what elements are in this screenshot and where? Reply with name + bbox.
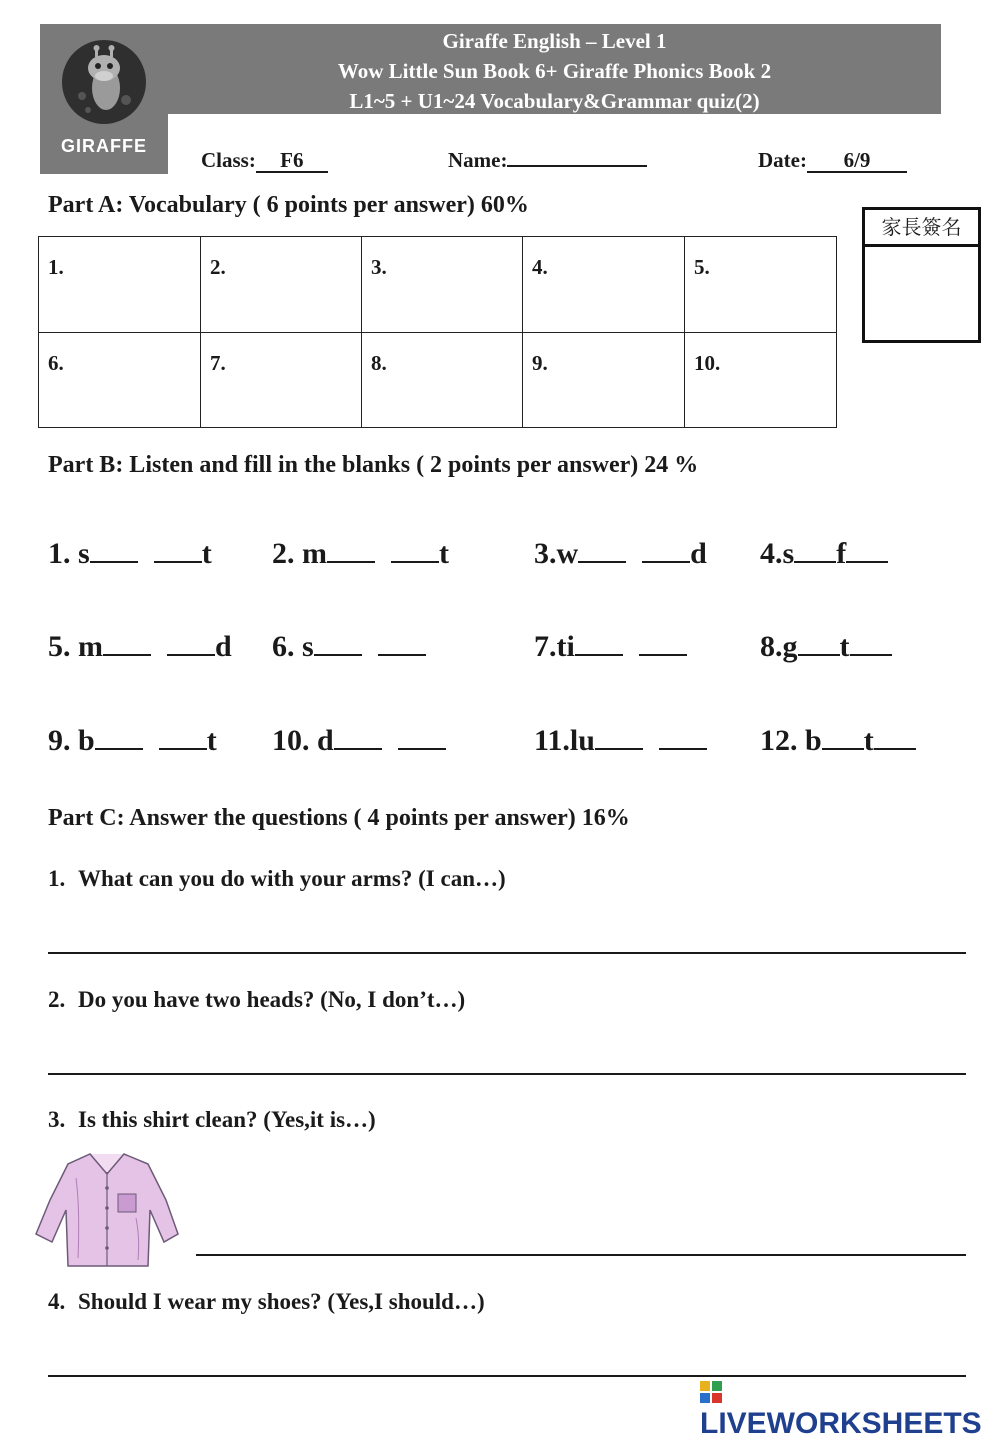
- blank-item-7[interactable]: [534, 628, 687, 664]
- item-prefix: s: [782, 537, 795, 570]
- item-middle: t: [839, 630, 850, 663]
- item-suffix: t: [206, 724, 217, 757]
- header-title-line-3: L1~5 + U1~24 Vocabulary&Grammar quiz(2): [349, 89, 760, 113]
- item-middle: t: [863, 724, 874, 757]
- item-middle: f: [836, 537, 847, 570]
- class-label: Class:: [201, 148, 256, 172]
- blank-item-10[interactable]: [272, 722, 446, 758]
- item-number: 7.: [534, 630, 557, 663]
- item-prefix: b: [805, 724, 822, 757]
- item-prefix: lu: [569, 724, 595, 757]
- item-number: 9.: [48, 724, 71, 757]
- item-number: 5.: [48, 630, 71, 663]
- question-number: 3.: [48, 1107, 66, 1132]
- answer-line-2[interactable]: [48, 1073, 966, 1075]
- item-number: 3.: [534, 537, 557, 570]
- blank-item-6[interactable]: [272, 628, 426, 664]
- name-value[interactable]: [507, 165, 647, 167]
- vocab-cell[interactable]: 9.: [523, 332, 685, 428]
- item-number: 11.: [534, 724, 570, 757]
- name-field: [448, 148, 647, 173]
- question-number: 4.: [48, 1289, 66, 1314]
- giraffe-logo: [40, 24, 168, 174]
- parent-signature-box[interactable]: [862, 207, 981, 343]
- question-text: Is this shirt clean? (Yes,it is…): [78, 1107, 376, 1132]
- part-c-title: Part C: Answer the questions ( 4 points per answer) 16%: [48, 805, 630, 831]
- date-label: Date:: [758, 148, 807, 172]
- blank-item-5[interactable]: [48, 628, 232, 664]
- answer-line-3[interactable]: [196, 1254, 966, 1256]
- item-prefix: s: [302, 630, 314, 663]
- parent-signature-label: 家長簽名: [865, 210, 978, 247]
- vocab-cell[interactable]: 1.: [39, 237, 201, 333]
- blank-item-1[interactable]: [48, 535, 212, 571]
- item-prefix: g: [782, 630, 798, 663]
- blank-item-8[interactable]: [760, 628, 892, 664]
- item-prefix: w: [556, 537, 579, 570]
- date-value[interactable]: 6/9: [807, 149, 907, 173]
- question-text: Do you have two heads? (No, I don’t…): [78, 987, 466, 1012]
- date-field: [758, 148, 907, 173]
- item-prefix: b: [78, 724, 95, 757]
- vocab-cell[interactable]: 8.: [362, 332, 523, 428]
- vocab-cell[interactable]: 6.: [39, 332, 201, 428]
- giraffe-head-icon: [62, 40, 146, 124]
- item-number: 6.: [272, 630, 295, 663]
- blank-item-12[interactable]: [760, 722, 916, 758]
- logo-wordmark: GIRAFFE: [61, 136, 147, 156]
- item-prefix: m: [302, 537, 327, 570]
- question-number: 1.: [48, 866, 66, 891]
- shirt-icon: [28, 1148, 186, 1272]
- item-prefix: d: [317, 724, 334, 757]
- name-label: Name:: [448, 148, 508, 172]
- header-title-line-1: Giraffe English – Level 1: [442, 29, 667, 53]
- shirt-illustration: [28, 1148, 186, 1272]
- item-suffix: t: [201, 537, 212, 570]
- giraffe-logo-emblem: [62, 40, 146, 124]
- question-4: [48, 1289, 485, 1315]
- item-number: 2.: [272, 537, 295, 570]
- item-number: 1.: [48, 537, 71, 570]
- item-suffix: t: [439, 537, 449, 570]
- item-number: 10.: [272, 724, 310, 757]
- blank-item-2[interactable]: [272, 535, 449, 571]
- liveworksheets-logo-icon: [700, 1381, 722, 1403]
- question-1: [48, 866, 506, 892]
- liveworksheets-watermark: [700, 1376, 1000, 1440]
- question-text: Should I wear my shoes? (Yes,I should…): [78, 1289, 485, 1314]
- item-number: 4.: [760, 537, 783, 570]
- vocab-cell[interactable]: 7.: [201, 332, 362, 428]
- watermark-text: LIVEWORKSHEETS: [700, 1407, 982, 1440]
- class-value[interactable]: F6: [256, 149, 328, 173]
- vocabulary-answer-table: [38, 236, 837, 428]
- item-suffix: d: [690, 537, 707, 570]
- question-text: What can you do with your arms? (I can…): [78, 866, 506, 891]
- vocab-cell[interactable]: 3.: [362, 237, 523, 333]
- question-2: [48, 987, 465, 1013]
- item-prefix: s: [78, 537, 90, 570]
- vocab-cell[interactable]: 2.: [201, 237, 362, 333]
- part-b-title: Part B: Listen and fill in the blanks ( 2 points per answer) 24 %: [48, 452, 699, 478]
- item-number: 8.: [760, 630, 783, 663]
- item-suffix: d: [215, 630, 232, 663]
- blank-item-4[interactable]: [760, 535, 888, 571]
- vocab-cell[interactable]: 5.: [685, 237, 837, 333]
- header-title-line-2: Wow Little Sun Book 6+ Giraffe Phonics Book 2: [337, 59, 772, 83]
- table-row: [39, 237, 837, 333]
- part-a-title: Part A: Vocabulary ( 6 points per answer) 60%: [48, 192, 529, 218]
- class-field: [201, 148, 328, 173]
- blank-item-11[interactable]: [534, 722, 707, 758]
- vocab-cell[interactable]: 4.: [523, 237, 685, 333]
- question-number: 2.: [48, 987, 66, 1012]
- table-row: [39, 332, 837, 428]
- answer-line-1[interactable]: [48, 952, 966, 954]
- item-prefix: m: [78, 630, 103, 663]
- vocab-cell[interactable]: 10.: [685, 332, 837, 428]
- item-prefix: ti: [556, 630, 575, 663]
- question-3: [48, 1107, 376, 1133]
- item-number: 12.: [760, 724, 798, 757]
- blank-item-3[interactable]: [534, 535, 707, 571]
- blank-item-9[interactable]: [48, 722, 217, 758]
